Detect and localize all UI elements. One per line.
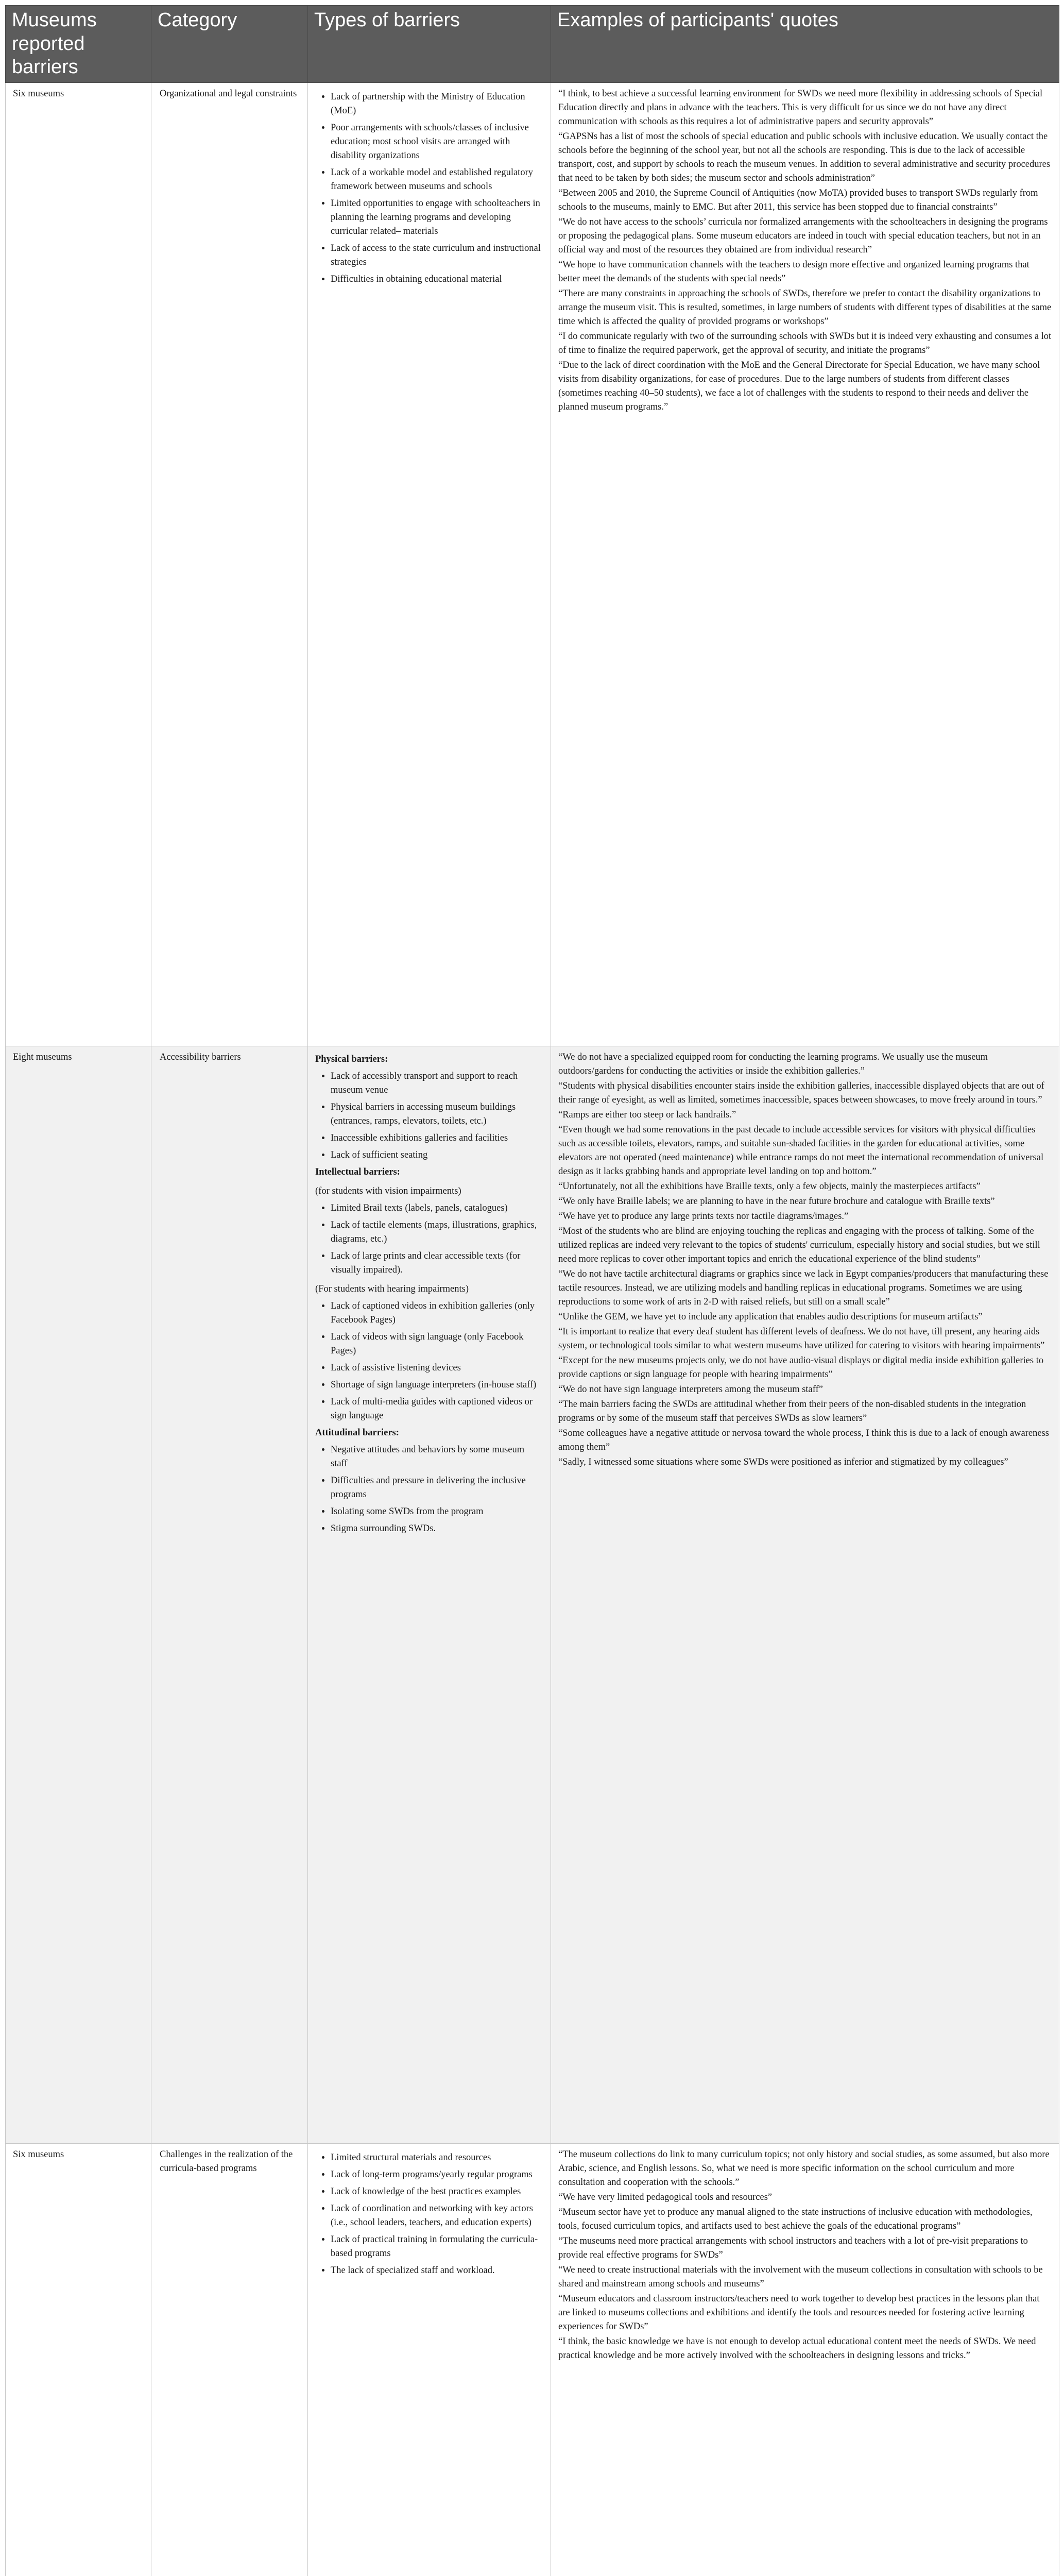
barrier-item: • Lack of assistive listening devices <box>331 1361 543 1375</box>
barrier-item: • Negative attitudes and behaviors by some museum staff <box>331 1443 543 1471</box>
barrier-list <box>315 90 543 286</box>
participant-quote: “We hope to have communication channels with the teachers to design more effective and organized learning programs that better meet the demands of the students with special needs” <box>558 259 1029 284</box>
participant-quote: “We only have Braille labels; we are planning to have in the near future brochure and catalogue with Braille texts” <box>558 1196 995 1207</box>
barrier-types-cell <box>308 2143 551 2576</box>
barrier-list <box>315 1070 543 1162</box>
barrier-item: • Lack of multi-media guides with captioned videos or sign language <box>331 1395 543 1423</box>
museums-cell: Eight museums <box>6 1046 151 2143</box>
barrier-item: • Lack of accessibly transport and support to reach museum venue <box>331 1070 543 1097</box>
barrier-item: • The lack of specialized staff and workload. <box>331 2264 543 2278</box>
museums-cell: Six museums <box>6 82 151 1046</box>
participant-quote: “Between 2005 and 2010, the Supreme Council of Antiquities (now MoTA) provided buses to transport SWDs regularly from schools to the museums, mainly to EMC. But after 2011, this service has been stopped due to financial constraints” <box>558 188 1038 212</box>
barrier-group-intro: (For students with hearing impairments) <box>315 1283 469 1294</box>
barrier-item: • Inaccessible exhibitions galleries and facilities <box>331 1131 543 1145</box>
header-category: Category <box>151 6 308 83</box>
participant-quote: “I do communicate regularly with two of the surrounding schools with SWDs but it is indeed very exhausting and consumes a lot of time to finalize the required paperwork, get the approval of security, and initiate the programs” <box>558 331 1052 355</box>
barrier-item: • Limited Brail texts (labels, panels, catalogues) <box>331 1201 543 1215</box>
participant-quote: “There are many constraints in approaching the schools of SWDs, therefore we prefer to contact the disability organizations to arrange the museum visit. This is resulted, sometimes, in large numbers of students with different types of disabilities at the same time which is affected the quality of provided programs or workshops” <box>558 288 1052 327</box>
participant-quote: “Ramps are either too steep or lack handrails.” <box>558 1109 736 1120</box>
barrier-item: • Lack of access to the state curriculum and instructional strategies <box>331 242 543 269</box>
barrier-item: • Lack of sufficient seating <box>331 1148 543 1162</box>
table-body <box>6 82 1059 2576</box>
participant-quote: “The main barriers facing the SWDs are attitudinal whether from their peers of the non-disabled students in the integration programs or by some of the museum staff that perceives SWDs as slow learners” <box>558 1399 1026 1423</box>
participant-quote: “Some colleagues have a negative attitude or nervosa toward the whole process, I think this is due to a lack of enough awareness among them” <box>558 1428 1049 1452</box>
participant-quote: “Except for the new museums projects only, we do not have audio-visual displays or digital media inside exhibition galleries to provide captions or sign language for people with hearing impairments” <box>558 1355 1044 1380</box>
participant-quote: “We do not have a specialized equipped room for conducting the learning programs. We usually use the museum outdoors/gardens for conducting the activities or inside the exhibition galleries.” <box>558 1052 988 1076</box>
barrier-item: • Difficulties and pressure in delivering the inclusive programs <box>331 1474 543 1502</box>
participant-quote: “Even though we had some renovations in the past decade to include accessible services for visitors with physical difficulties such as accessible toilets, elevators, ramps, and suitable sun-shaded facilities in the garden for educational activities, some elevators are not operated (need maintenance) while entrance ramps do not meet the international recommendation of universal design as it lacks grabbing hands and appropriate level landing on top and bottom.” <box>558 1124 1044 1177</box>
participant-quote: “Most of the students who are blind are enjoying touching the replicas and engaging with the process of talking. Some of the utilized replicas are indeed very relevant to the topics of students' curriculum, especially history and social studies, but we still need more replicas to cover other important topics and enrich the educational experience of the blind students” <box>558 1226 1040 1264</box>
header-types-of-barriers: Types of barriers <box>308 6 551 83</box>
participant-quote: “Museum educators and classroom instructors/teachers need to work together to develop best practices in the lessons plan that are linked to museums collections and exhibitions and identify the tools and resources needed for fostering active learning experiences for SWDs” <box>558 2293 1040 2332</box>
participant-quote: “The museum collections do link to many curriculum topics; not only history and social studies, as some assumed, but also more Arabic, science, and English lessons. So, what we need is more specific information on the school curriculum and more consultation and cooperation with the schools.” <box>558 2149 1050 2188</box>
barrier-item: • Lack of partnership with the Ministry of Education (MoE) <box>331 90 543 118</box>
table-row <box>6 82 1059 1046</box>
barrier-item: • Limited structural materials and resources <box>331 2151 543 2165</box>
participant-quote: “We do not have sign language interpreters among the museum staff” <box>558 1384 823 1395</box>
category-cell: Challenges in the realization of the curricula-based programs <box>151 2143 308 2576</box>
barrier-types-cell <box>308 1046 551 2143</box>
barrier-list <box>315 1299 543 1423</box>
barriers-table <box>5 5 1059 2576</box>
quotes-cell <box>551 82 1059 1046</box>
participant-quote: “Due to the lack of direct coordination with the MoE and the General Directorate for Special Education, we have many school visits from disability organizations, for ease of procedures. Due to the large numbers of students from different classes (sometimes reaching 40–50 students), we face a lot of challenges with the students to respond to their needs and deliver the planned museum programs.” <box>558 360 1040 412</box>
barrier-item: • Lack of tactile elements (maps, illustrations, graphics, diagrams, etc.) <box>331 1218 543 1246</box>
barrier-group-title: Physical barriers: <box>315 1054 388 1064</box>
participant-quote: “We have yet to produce any large prints texts nor tactile diagrams/images.” <box>558 1211 849 1222</box>
barrier-list <box>315 2151 543 2278</box>
barrier-item: • Stigma surrounding SWDs. <box>331 1522 543 1536</box>
participant-quote: “Unfortunately, not all the exhibitions have Braille texts, only a few objects, mainly the masterpieces artifacts” <box>558 1181 981 1192</box>
header-quotes: Examples of participants' quotes <box>551 6 1059 83</box>
barrier-list <box>315 1443 543 1536</box>
participant-quote: “Students with physical disabilities encounter stairs inside the exhibition galleries, inaccessible displayed objects that are out of their range of eyesight, as well as limited, sometimes inaccessible, spaces between showcases, to move freely around in tours.” <box>558 1080 1044 1105</box>
barrier-item: • Lack of videos with sign language (only Facebook Pages) <box>331 1330 543 1358</box>
table-row <box>6 1046 1059 2143</box>
participant-quote: “Unlike the GEM, we have yet to include any application that enables audio descriptions for museum artifacts” <box>558 1311 983 1322</box>
barrier-item: • Isolating some SWDs from the program <box>331 1505 543 1519</box>
participant-quote: “GAPSNs has a list of most the schools of special education and public schools with inclusive education. We usually contact the schools before the beginning of the school year, but not all the schools are responding. This is due to the lack of accessible transport, cost, and support by schools to reach the museum venues. In addition to several administrative and security procedures that need to be taken by both sides; the museum sector and schools administration” <box>558 131 1051 183</box>
barrier-item: • Lack of long-term programs/yearly regular programs <box>331 2168 543 2182</box>
barrier-item: • Difficulties in obtaining educational material <box>331 273 543 286</box>
barrier-item: • Lack of coordination and networking with key actors (i.e., school leaders, teachers, and education experts) <box>331 2202 543 2230</box>
museums-cell: Six museums <box>6 2143 151 2576</box>
barrier-item: • Lack of captioned videos in exhibition galleries (only Facebook Pages) <box>331 1299 543 1327</box>
participant-quote: “We need to create instructional materials with the involvement with the museum collections in consultation with schools to be shared and mainstream among schools and museums” <box>558 2264 1043 2289</box>
participant-quote: “We do not have tactile architectural diagrams or graphics since we lack in Egypt companies/producers that manufacturing these tactile resources. Instead, we are utilizing models and handling replicas in educational programs. Sometimes we are using reproductions to some work of arts in 2-D with raised reliefs, but still on a small scale” <box>558 1268 1049 1307</box>
participant-quote: “Sadly, I witnessed some situations where some SWDs were positioned as inferior and stigmatized by my colleagues” <box>558 1456 1008 1467</box>
participant-quote: “Museum sector have yet to produce any manual aligned to the state instructions of inclusive education with methodologies, tools, focused curriculum topics, and artifacts used to best achieve the goals of the educational programs” <box>558 2207 1033 2231</box>
quotes-cell <box>551 2143 1059 2576</box>
barrier-item: • Poor arrangements with schools/classes of inclusive education; most school visits are arranged with disability organizations <box>331 121 543 163</box>
barrier-item: • Lack of large prints and clear accessible texts (for visually impaired). <box>331 1249 543 1277</box>
category-cell: Organizational and legal constraints <box>151 82 308 1046</box>
participant-quote: “We do not have access to the schools’ curricula nor formalized arrangements with the schoolteachers in designing the programs or proposing the pedagogical plans. Some museum educators are indeed in touch with special education teachers, but not in an official way and most of the resources they obtained are from individual research” <box>558 216 1048 255</box>
barrier-item: • Lack of knowledge of the best practices examples <box>331 2185 543 2199</box>
quotes-cell <box>551 1046 1059 2143</box>
category-cell: Accessibility barriers <box>151 1046 308 2143</box>
barrier-item: • Lack of a workable model and established regulatory framework between museums and schools <box>331 166 543 194</box>
barrier-item: • Limited opportunities to engage with schoolteachers in planning the learning programs and developing curricular related– materials <box>331 197 543 239</box>
participant-quote: “It is important to realize that every deaf student has different levels of deafness. We do not have, till present, any hearing aids system, or technological tools similar to what western museums have utilized for catering to visitors with hearing impairments” <box>558 1326 1045 1351</box>
participant-quote: “I think, to best achieve a successful learning environment for SWDs we need more flexibility in addressing schools of Special Education directly and plans in advance with the teachers. This is very difficult for us since we do not have any direct communication with schools as this requires a lot of administrative papers and security approvals” <box>558 88 1043 127</box>
barrier-types-cell <box>308 82 551 1046</box>
barrier-item: • Lack of practical training in formulating the curricula-based programs <box>331 2233 543 2261</box>
barrier-group-title: Attitudinal barriers: <box>315 1427 399 1438</box>
participant-quote: “We have very limited pedagogical tools and resources” <box>558 2192 773 2202</box>
barrier-list <box>315 1201 543 1277</box>
header-row <box>6 6 1059 83</box>
barrier-item: • Physical barriers in accessing museum buildings (entrances, ramps, elevators, toilets, etc.) <box>331 1100 543 1128</box>
participant-quote: “The museums need more practical arrangements with school instructors and teachers with a lot of pre-visit preparations to provide real effective programs for SWDs” <box>558 2235 1028 2260</box>
barrier-group-title: Intellectual barriers: <box>315 1166 400 1177</box>
barrier-group-intro: (for students with vision impairments) <box>315 1185 461 1196</box>
barrier-item: • Shortage of sign language interpreters (in-house staff) <box>331 1378 543 1392</box>
header-museums: Museums reported barriers <box>6 6 151 83</box>
participant-quote: “I think, the basic knowledge we have is not enough to develop actual educational content meet the needs of SWDs. We need practical knowledge and be more actively involved with the schoolteachers in designing lessons and tricks.” <box>558 2336 1036 2361</box>
table-row <box>6 2143 1059 2576</box>
